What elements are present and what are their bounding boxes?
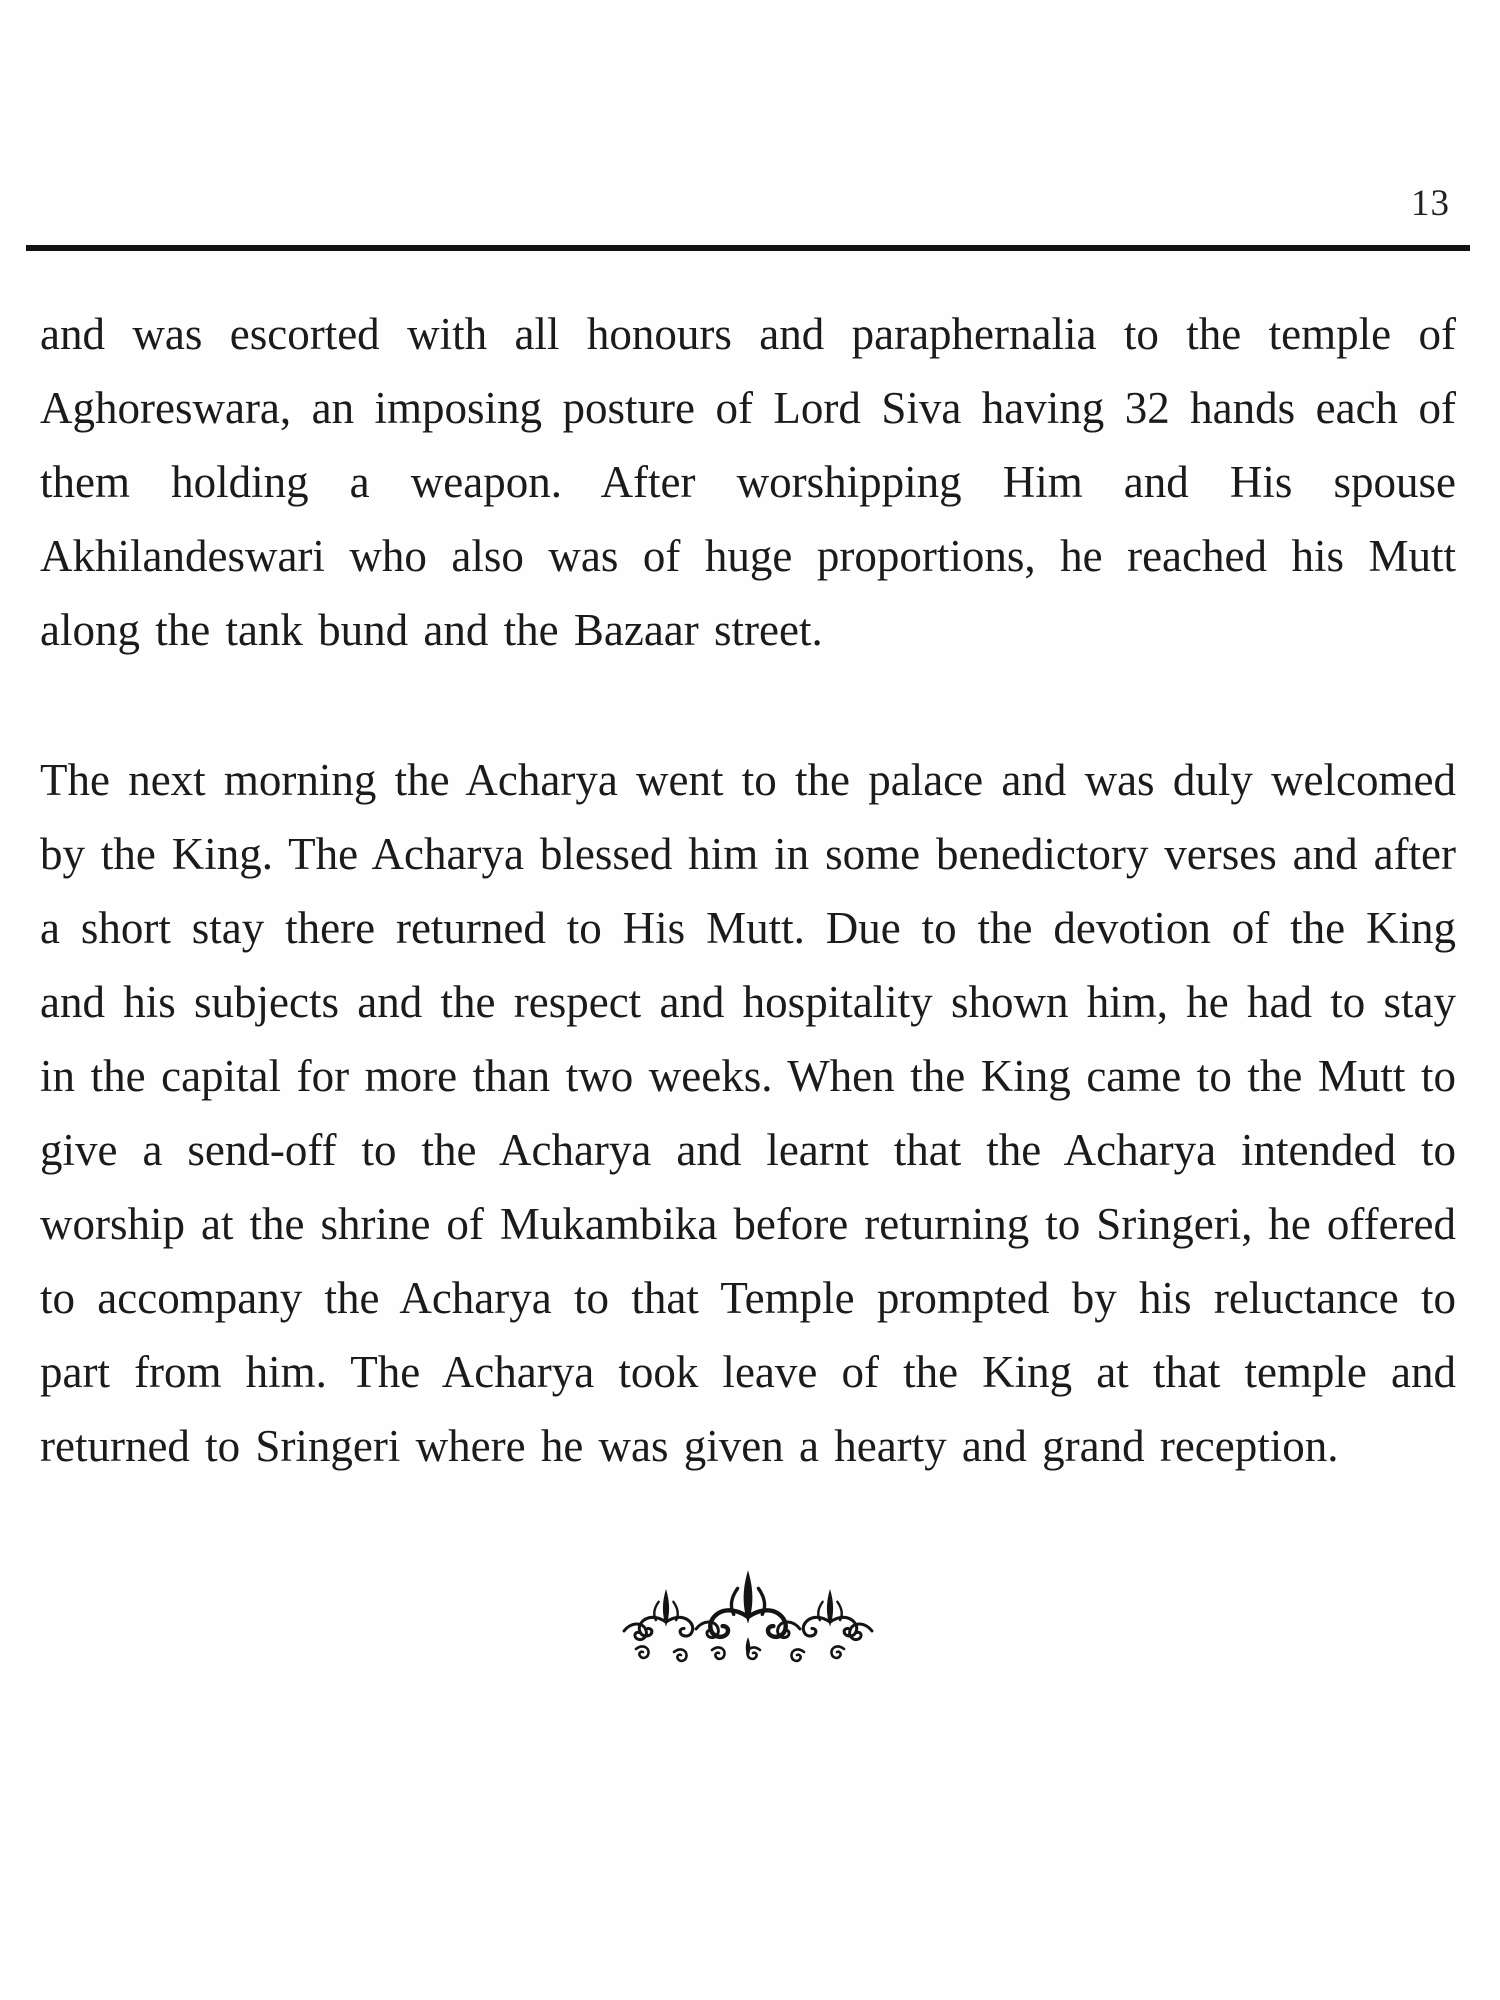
paragraph: The next morning the Acharya went to the palace and was duly welcomed by the King. The Acharya blessed him in some benedictory verses and after a short stay there returned to His Mutt. Due to the devotion of the King and his subjects and the respect and hospitality shown him, he had to stay in the capital for more than two weeks. When the King came to the Mutt to give a send-off to the Acharya and learnt that the Acharya intended to worship at the shrine of Mukambika before returning to Sringeri, he offered to accompany the Acharya to that Temple prompted by his reluctance to part from him. The Acharya took leave of the King at that temple and returned to Sringeri where he was given a hearty and grand reception. [40, 755, 1456, 1471]
page-number: 13 [1411, 183, 1450, 224]
header-rule [26, 245, 1470, 251]
floral-divider-icon [608, 1559, 888, 1663]
page-body [40, 297, 1456, 1483]
footer-ornament [40, 1559, 1456, 1668]
paragraph: and was escorted with all honours and paraphernalia to the temple of Aghoreswara, an imposing posture of Lord Siva having 32 hands each of them holding a weapon. After worshipping Him and His spouse Akhilandeswari who also was of huge proportions, he reached his Mutt along the tank bund and the Bazaar street. [40, 309, 1456, 655]
